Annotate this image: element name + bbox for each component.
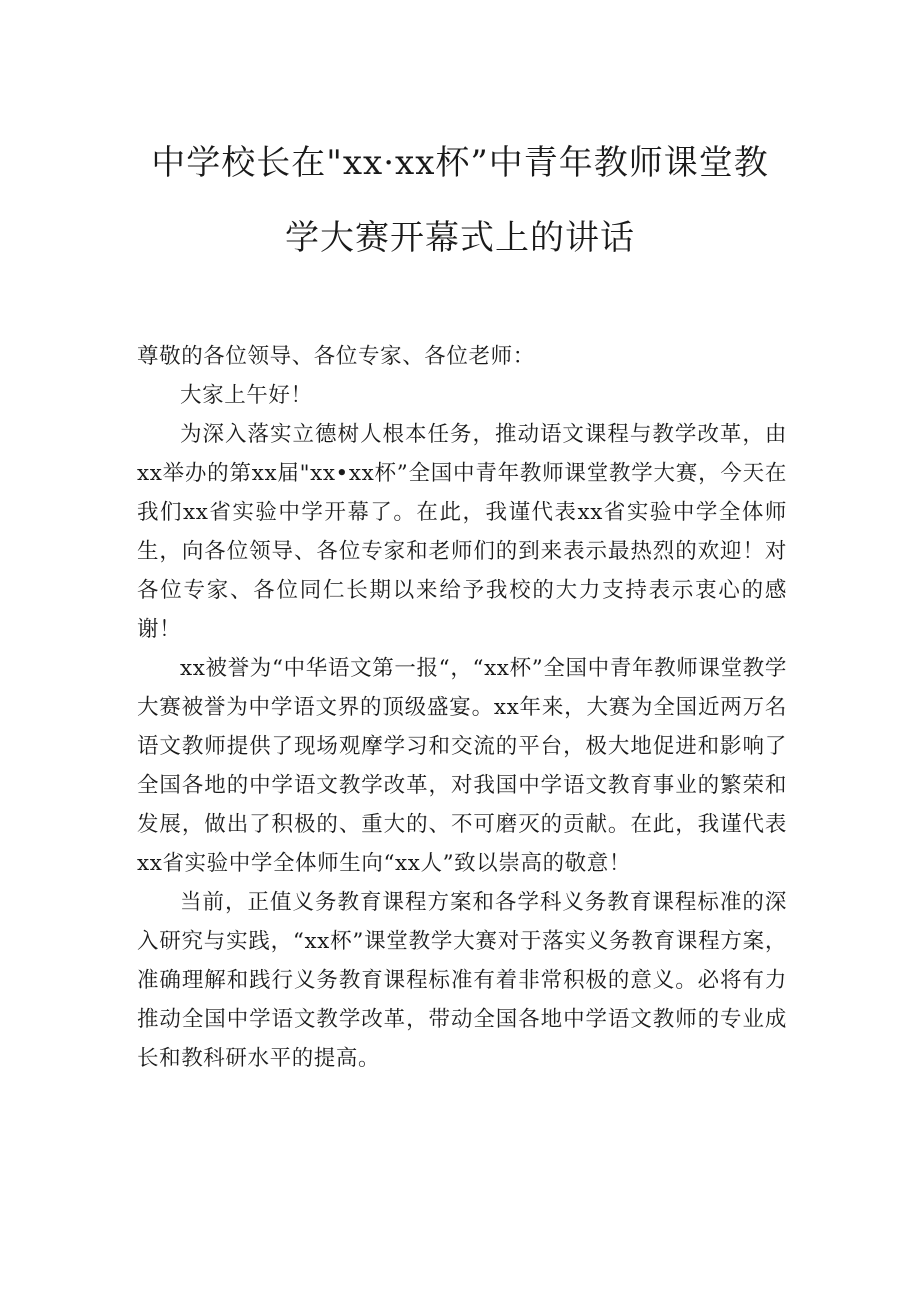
paragraph-1: 为深入落实立德树人根本任务，推动语文课程与教学改革，由xx举办的第xx届"xx•xx杯”全国中青年教师课堂教学大赛，今天在我们xx省实验中学开幕了。在此，我谨代表xx省实验中学全体师生，向各位领导、各位专家和老师们的到来表示最热烈的欢迎！对各位专家、各位同仁长期以来给予我校的大力支持表示衷心的感谢！ — [137, 422, 787, 642]
greeting: 大家上午好！ — [180, 383, 313, 408]
paragraph-3: 当前，正值义务教育课程方案和各学科义务教育课程标准的深入研究与实践，“xx杯”课堂教学大赛对于落实义务教育课程方案，准确理解和践行义务教育课程标准有着非常积极的意义。必将有力推动全国中学语文教学改革，带动全国各地中学语文教师的专业成长和教科研水平的提高。 — [137, 890, 787, 1071]
document-title-line-1: 中学校长在"xx·xx杯”中青年教师课堂教 — [151, 143, 769, 183]
paragraph-2: xx被誉为“中华语文第一报“，“xx杯”全国中青年教师课堂教学大赛被誉为中学语文界的顶级盛宴。xx年来，大赛为全国近两万名语文教师提供了现场观摩学习和交流的平台，极大地促进和影响了全国各地的中学语文教学改革，对我国中学语文教育事业的繁荣和发展，做出了积极的、重大的、不可磨灭的贡献。在此，我谨代表xx省实验中学全体师生向“xx人”致以崇高的敬意！ — [137, 656, 787, 876]
document-body — [137, 337, 787, 1078]
document-title-line-2: 学大赛开幕式上的讲话 — [285, 218, 635, 258]
salutation: 尊敬的各位领导、各位专家、各位老师： — [137, 344, 535, 369]
